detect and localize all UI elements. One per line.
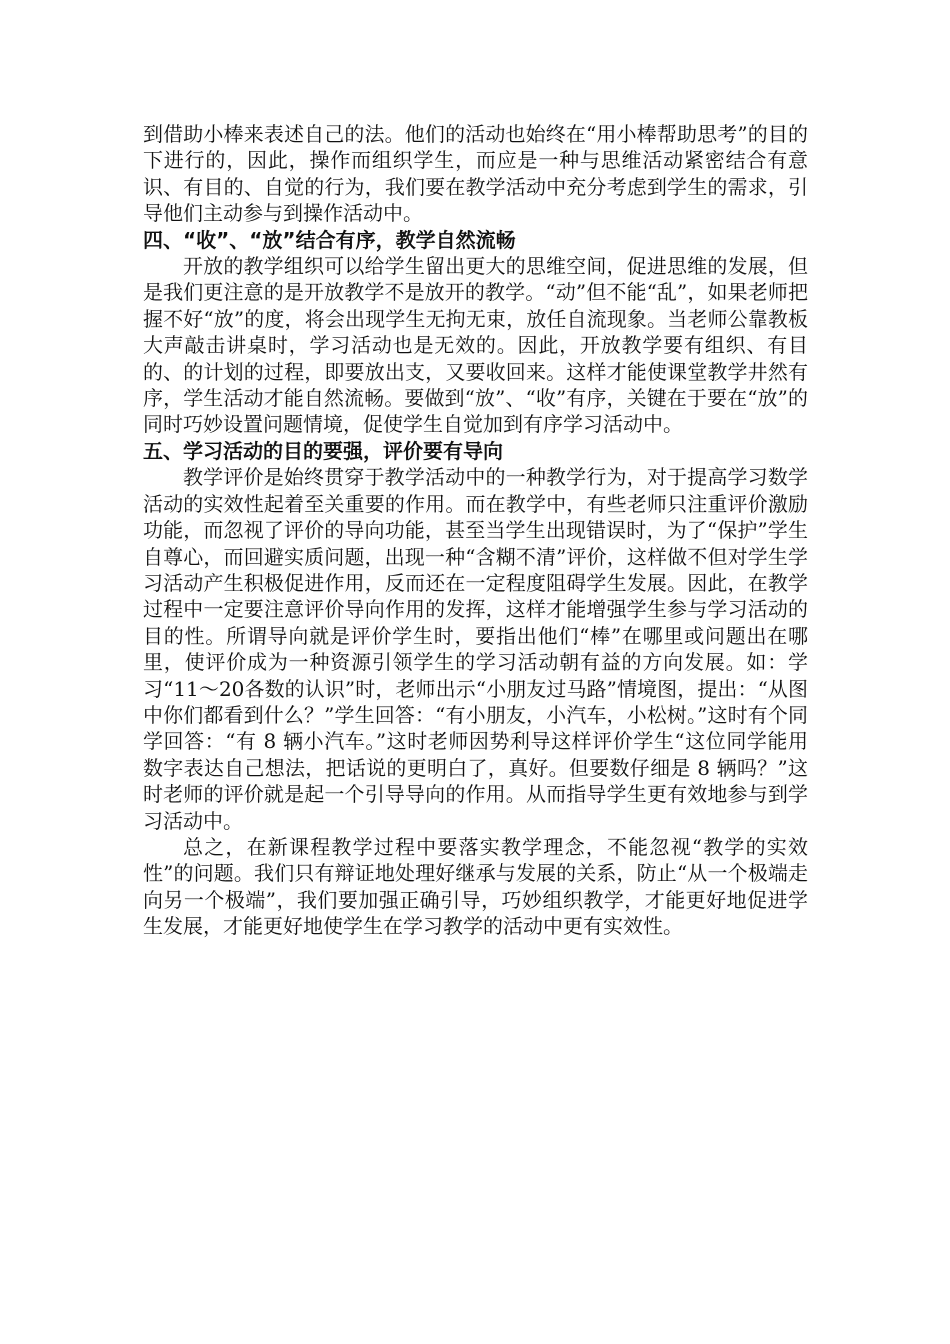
- continuation-paragraph: 到借助小棒来表述自己的法。他们的活动也始终在“用小棒帮助思考”的目的下进行的，因此，操作而组织学生，而应是一种与思维活动紧密结合有意识、有目的、自觉的行为，我们要在教学活动中充分考虑到学生的需求，引导他们主动参与到操作活动中。: [143, 122, 808, 226]
- section-5-paragraph: 教学评价是始终贯穿于教学活动中的一种教学行为，对于提高学习数学活动的实效性起着至关重要的作用。而在教学中，有些老师只注重评价激励功能，而忽视了评价的导向功能，甚至当学生出现错误时，为了“保护”学生自尊心，而回避实质问题，出现一种“含糊不清”评价，这样做不但对学生学习活动产生积极促进作用，反而还在一定程度阻碍学生发展。因此，在教学过程中一定要注意评价导向作用的发挥，这样才能增强学生参与学习活动的目的性。所谓导向就是评价学生时，要指出他们“棒”在哪里或问题出在哪里，使评价成为一种资源引领学生的学习活动朝有益的方向发展。如：学习“11～20各数的认识”时，老师出示“小朋友过马路”情境图，提出：“从图中你们都看到什么？”学生回答：“有小朋友，小汽车，小松树。”这时有个同学回答：“有 8 辆小汽车。”这时老师因势利导这样评价学生“这位同学能用数字表达自己想法，把话说的更明白了，真好。但要数仔细是 8 辆吗？”这时老师的评价就是起一个引导导向的作用。从而指导学生更有效地参与到学习活动中。: [143, 465, 808, 833]
- section-4-heading: 四、“收”、“放”结合有序，教学自然流畅: [143, 227, 516, 252]
- document-body: [143, 121, 808, 940]
- section-4-paragraph: 开放的教学组织可以给学生留出更大的思维空间，促进思维的发展，但是我们更注意的是开放教学不是放开的教学。“动”但不能“乱”，如果老师把握不好“放”的度，将会出现学生无拘无束，放任自流现象。当老师公靠教板大声敲击讲桌时，学习活动也是无效的。因此，开放教学要有组织、有目的、的计划的过程，即要放出支，又要收回来。这样才能使课堂教学井然有序，学生活动才能自然流畅。要做到“放”、“收”有序，关键在于要在“放”的同时巧妙设置问题情境，促使学生自觉加到有序学习活动中。: [143, 254, 808, 437]
- conclusion-paragraph: 总之，在新课程教学过程中要落实教学理念，不能忽视“教学的实效性”的问题。我们只有辩证地处理好继承与发展的关系，防止“从一个极端走向另一个极端”，我们要加强正确引导，巧妙组织教学，才能更好地促进学生发展，才能更好地使学生在学习教学的活动中更有实效性。: [143, 834, 808, 939]
- section-5-heading: 五、学习活动的目的要强，评价要有导向: [143, 438, 503, 463]
